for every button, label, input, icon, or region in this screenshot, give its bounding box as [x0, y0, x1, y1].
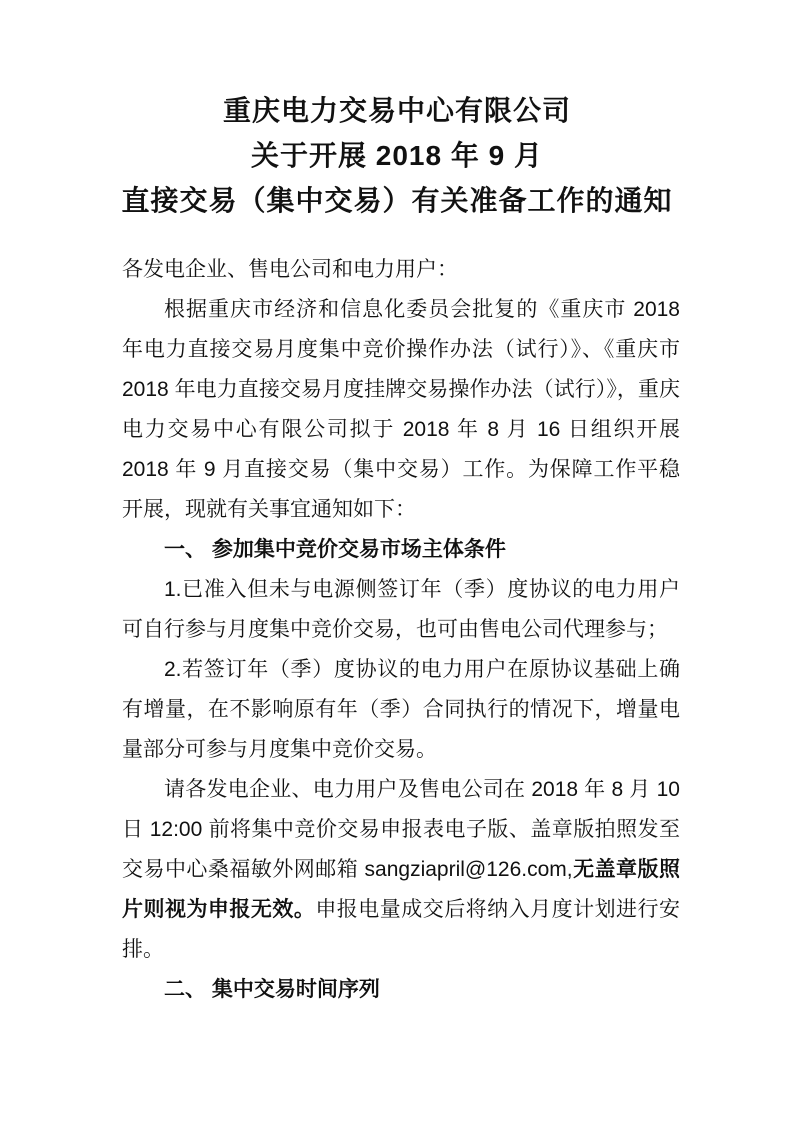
- document-body: [122, 250, 680, 1010]
- intro-paragraph: 根据重庆市经济和信息化委员会批复的《重庆市 2018 年电力直接交易月度集中竞价操作办法（试行）》、《重庆市 2018 年电力直接交易月度挂牌交易操作办法（试行）》，重庆电力交易中心有限公司拟于 2018 年 8 月 16 日组织开展 2018 年 9 月直接交易（集中交易）工作。为保障工作平稳开展，现就有关事宜通知如下：: [122, 298, 680, 521]
- submission-paragraph: [122, 770, 680, 970]
- submission-text-before-warning: 请各发电企业、电力用户及售电公司在 2018 年 8 月 10 日 12:00 前将集中竞价交易申报表电子版、盖章版拍照发至交易中心桑福敏外网邮箱 sangziapril@126.com,: [122, 778, 680, 881]
- section-2-heading: 二、 集中交易时间序列: [164, 978, 380, 1001]
- section-1-item-2: 2.若签订年（季）度协议的电力用户在原协议基础上确有增量，在不影响原有年（季）合同执行的情况下，增量电量部分可参与月度集中竞价交易。: [122, 658, 680, 761]
- title-line-subject-topic: 直接交易（集中交易）有关准备工作的通知: [121, 185, 673, 216]
- submission-warning-bold: 无盖章版照片则视为申报无效。: [122, 858, 681, 921]
- submission-text-after-warning: 申报电量成交后将纳入月度计划进行安排。: [122, 898, 681, 961]
- document-title: [0, 88, 794, 223]
- title-line-subject-date: 关于开展 2018 年 9 月: [251, 140, 543, 171]
- salutation: 各发电企业、售电公司和电力用户：: [122, 258, 458, 281]
- section-1-item-1: 1.已准入但未与电源侧签订年（季）度协议的电力用户可自行参与月度集中竞价交易，也可由售电公司代理参与；: [122, 578, 680, 641]
- title-line-company: 重庆电力交易中心有限公司: [222, 95, 571, 126]
- section-1-heading: 一、 参加集中竞价交易市场主体条件: [164, 538, 506, 561]
